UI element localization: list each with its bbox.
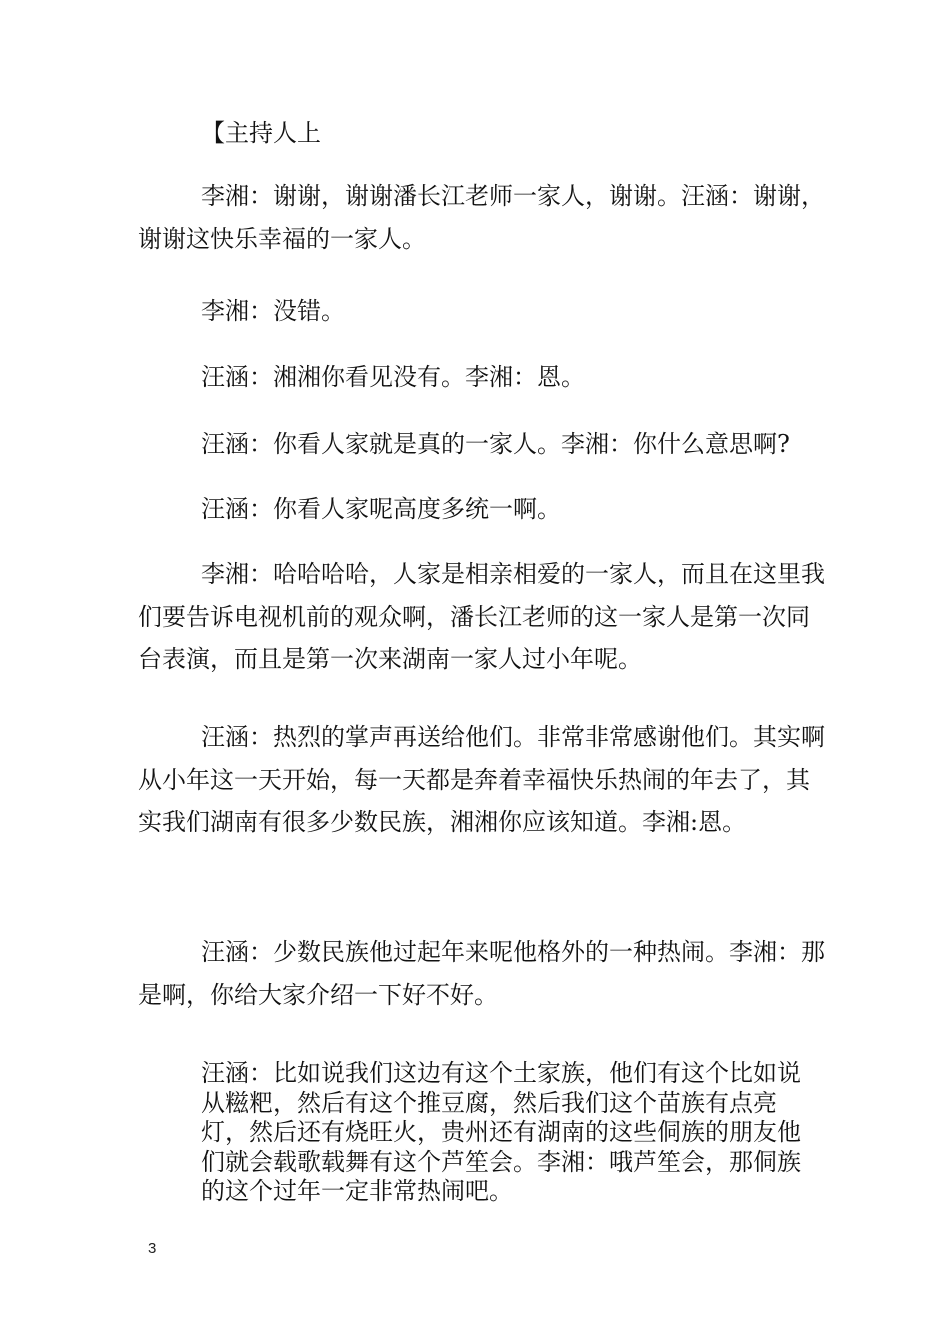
paragraph-dialogue: 李湘：没错。 <box>201 297 345 325</box>
paragraph-dialogue: 汪涵：你看人家呢高度多统一啊。 <box>201 495 561 523</box>
paragraph-dialogue: 汪涵：热烈的掌声再送给他们。非常非常感谢他们。其实啊从小年这一天开始，每一天都是奔着幸福快乐热闹的年去了，其实我们湖南有很多少数民族，湘湘你应该知道。李湘:恩。 <box>138 723 825 836</box>
paragraph-dialogue: 李湘：谢谢，谢谢潘长江老师一家人，谢谢。汪涵：谢谢，谢谢这快乐幸福的一家人。 <box>138 182 825 253</box>
paragraph-dialogue: 汪涵：少数民族他过起年来呢他格外的一种热闹。李湘：那是啊，你给大家介绍一下好不好。 <box>138 938 825 1009</box>
paragraph-stage-direction: 【主持人上 <box>201 119 321 147</box>
page-number: 3 <box>148 1240 157 1257</box>
paragraph-dialogue: 李湘：哈哈哈哈，人家是相亲相爱的一家人，而且在这里我们要告诉电视机前的观众啊，潘长江老师的这一家人是第一次同台表演，而且是第一次来湖南一家人过小年呢。 <box>138 560 825 673</box>
paragraph-dialogue-block: 汪涵：比如说我们这边有这个土家族，他们有这个比如说从糍粑，然后有这个推豆腐，然后我们这个苗族有点亮灯，然后还有烧旺火，贵州还有湖南的这些侗族的朋友他们就会载歌载舞有这个芦笙会。李湘：哦芦笙会，那侗族的这个过年一定非常热闹吧。 <box>201 1059 801 1205</box>
paragraph-dialogue: 汪涵：湘湘你看见没有。李湘：恩。 <box>201 363 585 391</box>
paragraph-dialogue: 汪涵：你看人家就是真的一家人。李湘：你什么意思啊? <box>201 430 790 458</box>
